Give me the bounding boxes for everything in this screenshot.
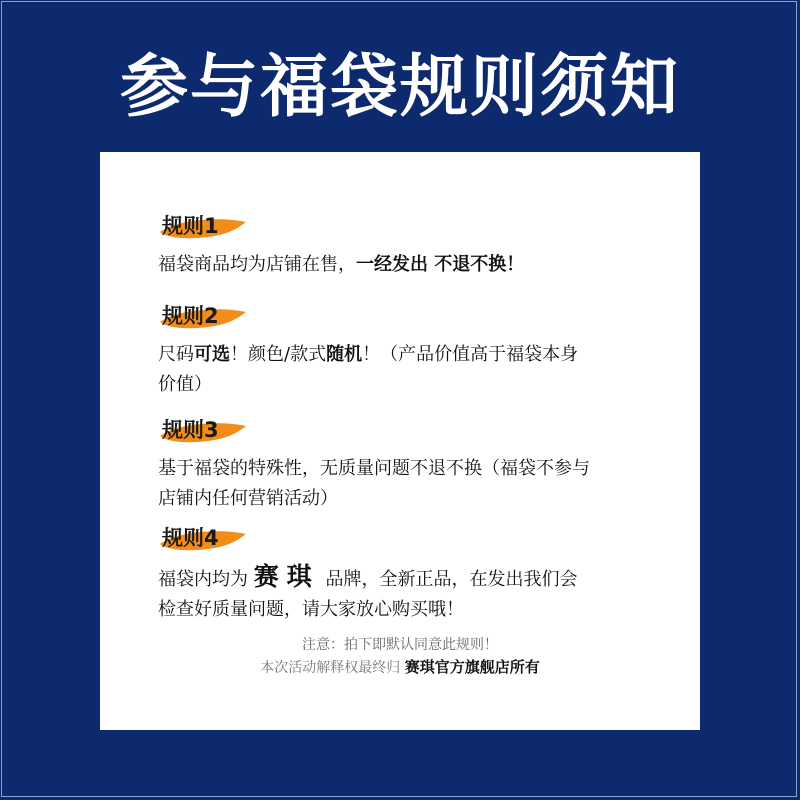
rule-3-badge	[158, 414, 244, 446]
rights-owner: 赛琪官方旗舰店所有	[404, 658, 540, 676]
rule-2-text-d: 价值）	[158, 374, 212, 395]
rule-2-text-b: ！颜色/款式	[230, 344, 327, 365]
rule-2-text	[158, 340, 678, 400]
rule-2-badge	[158, 300, 244, 332]
rule-1-text-bold: 一经发出 不退不换！	[356, 254, 525, 275]
rights-prefix: 本次活动解释权最终归	[260, 660, 401, 676]
rule-4	[158, 522, 698, 625]
rule-4-badge	[158, 522, 244, 554]
rule-1-badge	[158, 210, 244, 242]
rule-2-text-a: 尺码	[158, 344, 194, 365]
rule-4-text-b: 品牌，全新正品，在发出我们会	[319, 569, 578, 590]
rule-1-text-a: 福袋商品均为店铺在售，	[158, 254, 356, 275]
rule-4-text-c: 检查好质量问题，请大家放心购买哦！	[158, 599, 464, 620]
rule-4-label: 规则4	[162, 526, 219, 550]
rule-3-line-2: 店铺内任何营销活动）	[158, 488, 338, 509]
brand-name: 赛琪	[253, 562, 320, 591]
page-title: 参与福袋规则须知	[119, 48, 680, 127]
rule-1-text	[158, 250, 678, 280]
rule-4-text	[158, 562, 678, 625]
rights-line	[100, 656, 700, 679]
rule-3-line-1: 基于福袋的特殊性，无质量问题不退不换（福袋不参与	[158, 458, 590, 479]
rule-3-text	[158, 454, 678, 514]
rule-2-text-c: ！（产品价值高于福袋本身	[362, 344, 579, 365]
rule-1-label: 规则1	[162, 214, 219, 238]
rules-card	[100, 152, 700, 730]
rule-2-text-bold-b: 随机	[326, 344, 363, 365]
rule-4-text-a: 福袋内均为	[158, 569, 254, 590]
rule-2	[158, 300, 698, 400]
rule-2-text-bold-a: 可选	[194, 344, 230, 365]
rule-1	[158, 210, 698, 280]
rule-2-label: 规则2	[162, 304, 219, 328]
rule-3-label: 规则3	[162, 418, 219, 442]
rule-3	[158, 414, 698, 514]
notice-line: 注意：拍下即默认同意此规则！	[302, 637, 498, 653]
